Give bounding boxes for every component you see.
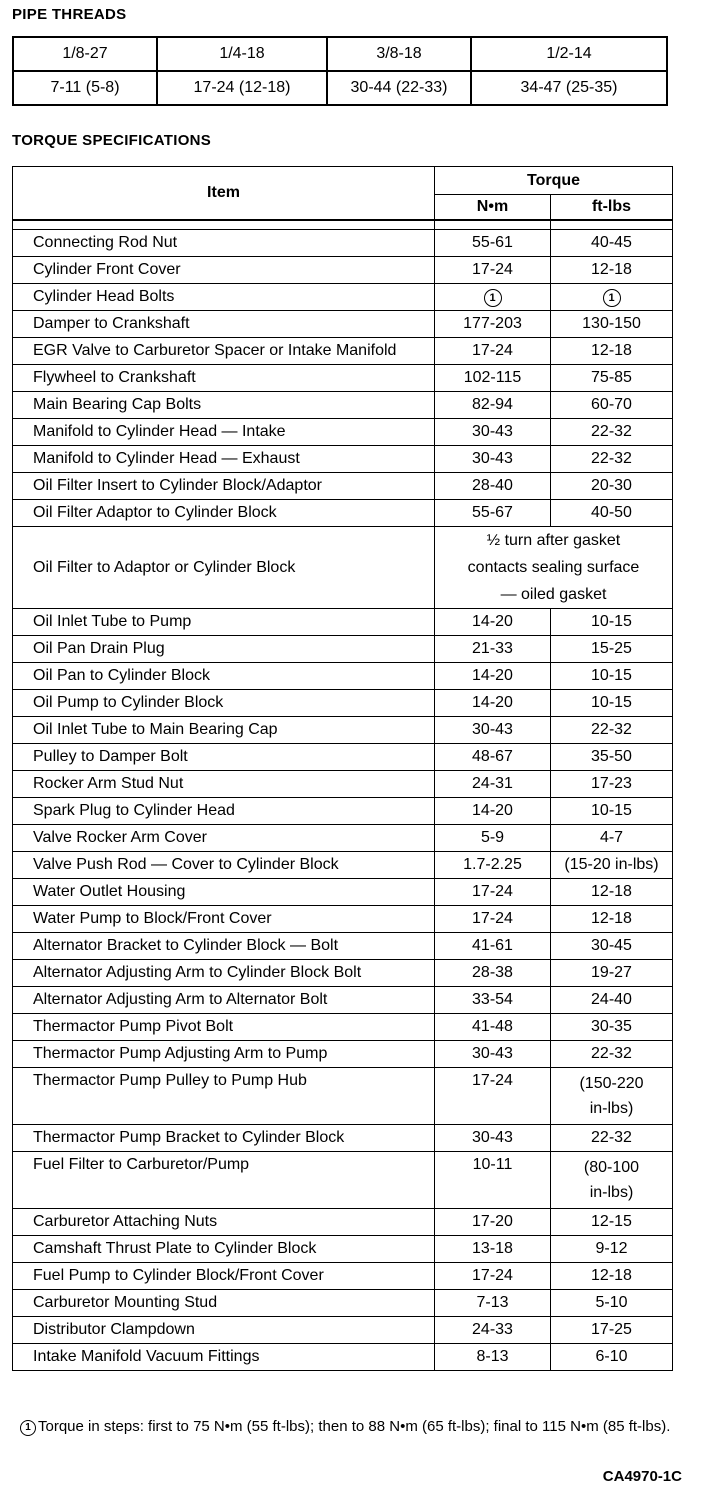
table-row <box>13 690 673 717</box>
nm-cell: 17-24 <box>435 1068 551 1125</box>
nm-cell: 24-31 <box>435 771 551 798</box>
table-row <box>13 663 673 690</box>
item-cell: Alternator Bracket to Cylinder Block — Bolt <box>13 933 435 960</box>
ft-lbs-cell: 12-18 <box>551 257 673 284</box>
nm-cell: 17-20 <box>435 1209 551 1236</box>
ft-lbs-cell: 10-15 <box>551 663 673 690</box>
table-row <box>13 311 673 338</box>
ft-lbs-cell: 10-15 <box>551 609 673 636</box>
nm-cell: 17-24 <box>435 1263 551 1290</box>
table-row <box>13 636 673 663</box>
item-cell: Valve Rocker Arm Cover <box>13 825 435 852</box>
nm-cell: 82-94 <box>435 392 551 419</box>
table-row <box>13 960 673 987</box>
ft-lbs-cell: 60-70 <box>551 392 673 419</box>
table-row <box>13 1014 673 1041</box>
footnote-ref-icon: 1 <box>603 289 621 307</box>
nm-cell: 28-40 <box>435 473 551 500</box>
ft-lbs-cell: 6-10 <box>551 1344 673 1371</box>
ft-lbs-cell: 22-32 <box>551 446 673 473</box>
item-cell: Rocker Arm Stud Nut <box>13 771 435 798</box>
nm-cell: 30-43 <box>435 717 551 744</box>
nm-cell: 55-61 <box>435 230 551 257</box>
item-cell: Pulley to Damper Bolt <box>13 744 435 771</box>
pipe-threads-heading: PIPE THREADS <box>12 6 127 23</box>
table-row <box>13 744 673 771</box>
item-cell: Thermactor Pump Pivot Bolt <box>13 1014 435 1041</box>
item-cell: Carburetor Mounting Stud <box>13 1290 435 1317</box>
table-row <box>13 771 673 798</box>
footnote-text: Torque in steps: first to 75 N•m (55 ft-lbs); then to 88 N•m (65 ft-lbs); final to 115 N•m (85 ft-lbs). <box>38 1418 671 1435</box>
item-column-header: Item <box>13 167 435 221</box>
pipe-value-cell: 17-24 (12-18) <box>157 71 327 105</box>
pipe-size-cell: 3/8-18 <box>327 37 471 71</box>
nm-cell <box>435 284 551 311</box>
item-cell: Oil Filter Insert to Cylinder Block/Adaptor <box>13 473 435 500</box>
ft-lbs-cell: 22-32 <box>551 1125 673 1152</box>
ft-lbs-line: in-lbs) <box>589 1184 634 1201</box>
ft-lbs-cell <box>551 1068 673 1125</box>
torque-note-line: contacts sealing surface <box>467 559 640 576</box>
nm-cell: 14-20 <box>435 690 551 717</box>
figure-code: CA4970-1C <box>602 1468 682 1485</box>
footnote <box>20 1412 690 1442</box>
item-cell: Thermactor Pump Bracket to Cylinder Block <box>13 1125 435 1152</box>
table-row <box>13 987 673 1014</box>
item-cell: Oil Inlet Tube to Pump <box>13 609 435 636</box>
table-row <box>13 1041 673 1068</box>
nm-cell: 13-18 <box>435 1236 551 1263</box>
nm-cell: 7-13 <box>435 1290 551 1317</box>
ft-lbs-line: in-lbs) <box>589 1100 634 1117</box>
ft-lbs-cell: 10-15 <box>551 690 673 717</box>
ft-lbs-cell: 4-7 <box>551 825 673 852</box>
item-cell: Oil Filter to Adaptor or Cylinder Block <box>13 527 435 609</box>
nm-cell: 14-20 <box>435 609 551 636</box>
item-cell: Oil Pan Drain Plug <box>13 636 435 663</box>
ft-lbs-cell: 22-32 <box>551 419 673 446</box>
nm-cell: 14-20 <box>435 798 551 825</box>
nm-cell: 55-67 <box>435 500 551 527</box>
nm-cell: 21-33 <box>435 636 551 663</box>
ft-lbs-cell: 20-30 <box>551 473 673 500</box>
item-cell: Cylinder Front Cover <box>13 257 435 284</box>
ft-lbs-cell: 40-45 <box>551 230 673 257</box>
ft-lbs-cell: 130-150 <box>551 311 673 338</box>
pipe-value-cell: 7-11 (5-8) <box>13 71 157 105</box>
table-row <box>13 933 673 960</box>
torque-note-cell <box>435 527 673 609</box>
table-row <box>13 879 673 906</box>
ft-lbs-cell: 75-85 <box>551 365 673 392</box>
torque-column-header: Torque <box>435 167 673 195</box>
item-cell: Fuel Pump to Cylinder Block/Front Cover <box>13 1263 435 1290</box>
table-row <box>13 717 673 744</box>
pipe-values-row <box>13 71 667 105</box>
ft-lbs-cell: 12-18 <box>551 1263 673 1290</box>
pipe-sizes-row <box>13 37 667 71</box>
item-cell: Flywheel to Crankshaft <box>13 365 435 392</box>
ft-lbs-cell: 17-23 <box>551 771 673 798</box>
footnote-marker-icon: 1 <box>20 1420 36 1436</box>
ft-lbs-cell <box>551 1152 673 1209</box>
table-row <box>13 906 673 933</box>
ft-lbs-cell: 19-27 <box>551 960 673 987</box>
item-cell: Valve Push Rod — Cover to Cylinder Block <box>13 852 435 879</box>
item-cell: Cylinder Head Bolts <box>13 284 435 311</box>
item-cell: Damper to Crankshaft <box>13 311 435 338</box>
ft-lbs-cell: 9-12 <box>551 1236 673 1263</box>
table-row <box>13 392 673 419</box>
ft-lbs-line: (80-100 <box>583 1159 640 1176</box>
item-cell: Oil Filter Adaptor to Cylinder Block <box>13 500 435 527</box>
ft-lbs-cell: 30-45 <box>551 933 673 960</box>
nm-cell: 24-33 <box>435 1317 551 1344</box>
item-cell: Spark Plug to Cylinder Head <box>13 798 435 825</box>
nm-cell: 14-20 <box>435 663 551 690</box>
nm-cell: 5-9 <box>435 825 551 852</box>
table-row <box>13 500 673 527</box>
item-cell: Oil Pump to Cylinder Block <box>13 690 435 717</box>
item-cell: Carburetor Attaching Nuts <box>13 1209 435 1236</box>
nm-cell: 41-48 <box>435 1014 551 1041</box>
footnote-ref-icon: 1 <box>484 289 502 307</box>
item-cell: Alternator Adjusting Arm to Cylinder Block Bolt <box>13 960 435 987</box>
nm-cell: 17-24 <box>435 257 551 284</box>
nm-cell: 10-11 <box>435 1152 551 1209</box>
table-row <box>13 825 673 852</box>
table-row <box>13 527 673 609</box>
table-row <box>13 419 673 446</box>
ft-lbs-column-header: ft-lbs <box>551 195 673 221</box>
nm-cell: 30-43 <box>435 419 551 446</box>
item-cell: Intake Manifold Vacuum Fittings <box>13 1344 435 1371</box>
item-cell: Camshaft Thrust Plate to Cylinder Block <box>13 1236 435 1263</box>
item-cell: Oil Inlet Tube to Main Bearing Cap <box>13 717 435 744</box>
ft-lbs-cell: 12-18 <box>551 906 673 933</box>
item-cell: EGR Valve to Carburetor Spacer or Intake Manifold <box>13 338 435 365</box>
ft-lbs-cell: 12-18 <box>551 338 673 365</box>
ft-lbs-cell: 12-18 <box>551 879 673 906</box>
ft-lbs-cell: 40-50 <box>551 500 673 527</box>
nm-cell: 33-54 <box>435 987 551 1014</box>
nm-cell: 28-38 <box>435 960 551 987</box>
item-cell: Water Pump to Block/Front Cover <box>13 906 435 933</box>
item-cell: Main Bearing Cap Bolts <box>13 392 435 419</box>
nm-cell: 8-13 <box>435 1344 551 1371</box>
table-row <box>13 1290 673 1317</box>
table-row <box>13 609 673 636</box>
ft-lbs-cell: 5-10 <box>551 1290 673 1317</box>
nm-cell: 17-24 <box>435 906 551 933</box>
torque-note-line: ½ turn after gasket <box>486 532 621 549</box>
table-row <box>13 1209 673 1236</box>
ft-lbs-cell: 22-32 <box>551 717 673 744</box>
torque-header-row <box>13 167 673 195</box>
pipe-size-cell: 1/8-27 <box>13 37 157 71</box>
item-cell: Water Outlet Housing <box>13 879 435 906</box>
table-row <box>13 1152 673 1209</box>
table-row <box>13 446 673 473</box>
ft-lbs-cell: 30-35 <box>551 1014 673 1041</box>
nm-cell: 17-24 <box>435 879 551 906</box>
nm-cell: 177-203 <box>435 311 551 338</box>
table-row <box>13 284 673 311</box>
table-row <box>13 473 673 500</box>
torque-specs-heading: TORQUE SPECIFICATIONS <box>12 132 212 149</box>
torque-specs-table <box>12 166 673 1371</box>
nm-column-header: N•m <box>435 195 551 221</box>
nm-cell: 102-115 <box>435 365 551 392</box>
table-row <box>13 798 673 825</box>
item-cell: Thermactor Pump Adjusting Arm to Pump <box>13 1041 435 1068</box>
ft-lbs-cell: 15-25 <box>551 636 673 663</box>
ft-lbs-cell <box>551 284 673 311</box>
pipe-threads-table <box>12 36 668 106</box>
nm-cell: 30-43 <box>435 1125 551 1152</box>
pipe-value-cell: 34-47 (25-35) <box>471 71 667 105</box>
ft-lbs-cell: 12-15 <box>551 1209 673 1236</box>
table-row <box>13 1068 673 1125</box>
ft-lbs-cell: 22-32 <box>551 1041 673 1068</box>
ft-lbs-line: (150-220 <box>579 1075 644 1092</box>
table-row <box>13 257 673 284</box>
nm-cell: 48-67 <box>435 744 551 771</box>
table-row <box>13 338 673 365</box>
nm-cell: 30-43 <box>435 1041 551 1068</box>
table-row <box>13 1317 673 1344</box>
table-row <box>13 365 673 392</box>
nm-cell: 1.7-2.25 <box>435 852 551 879</box>
ft-lbs-cell: 24-40 <box>551 987 673 1014</box>
table-row <box>13 1263 673 1290</box>
pipe-size-cell: 1/4-18 <box>157 37 327 71</box>
ft-lbs-cell: (15-20 in-lbs) <box>551 852 673 879</box>
pipe-value-cell: 30-44 (22-33) <box>327 71 471 105</box>
ft-lbs-cell: 10-15 <box>551 798 673 825</box>
table-row <box>13 1344 673 1371</box>
ft-lbs-cell: 17-25 <box>551 1317 673 1344</box>
item-cell: Alternator Adjusting Arm to Alternator Bolt <box>13 987 435 1014</box>
torque-note-line: — oiled gasket <box>500 586 607 603</box>
ft-lbs-cell: 35-50 <box>551 744 673 771</box>
item-cell: Distributor Clampdown <box>13 1317 435 1344</box>
item-cell: Manifold to Cylinder Head — Exhaust <box>13 446 435 473</box>
header-spacer-row <box>13 220 673 230</box>
nm-cell: 30-43 <box>435 446 551 473</box>
item-cell: Thermactor Pump Pulley to Pump Hub <box>13 1068 435 1125</box>
item-cell: Manifold to Cylinder Head — Intake <box>13 419 435 446</box>
table-row <box>13 230 673 257</box>
table-row <box>13 1236 673 1263</box>
item-cell: Oil Pan to Cylinder Block <box>13 663 435 690</box>
item-cell: Connecting Rod Nut <box>13 230 435 257</box>
table-row <box>13 852 673 879</box>
pipe-size-cell: 1/2-14 <box>471 37 667 71</box>
item-cell: Fuel Filter to Carburetor/Pump <box>13 1152 435 1209</box>
nm-cell: 41-61 <box>435 933 551 960</box>
table-row <box>13 1125 673 1152</box>
nm-cell: 17-24 <box>435 338 551 365</box>
